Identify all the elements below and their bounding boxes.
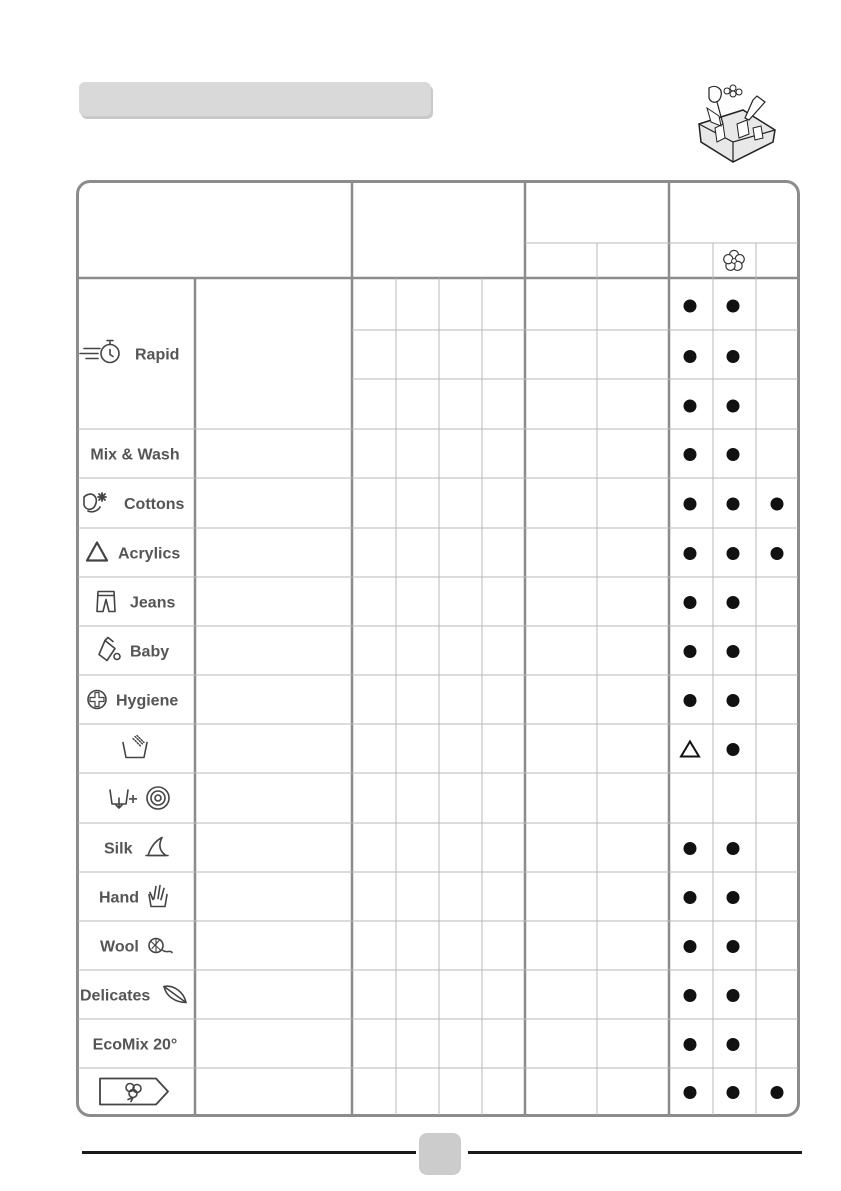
footer-rule-left — [82, 1151, 416, 1154]
dot-icon — [727, 989, 740, 1002]
baby-bottle-icon — [99, 638, 120, 661]
programme-row-mix-wash — [90, 447, 739, 464]
dot-icon — [727, 940, 740, 953]
feather-icon — [164, 986, 186, 1002]
dot-icon — [727, 645, 740, 658]
programme-label: Hygiene — [116, 692, 179, 710]
triangle-icon — [681, 742, 699, 757]
programme-label: Hand — [99, 889, 139, 907]
dot-icon — [727, 350, 740, 363]
programme-row-rinse — [123, 736, 740, 758]
dot-icon — [727, 498, 740, 511]
dot-icon — [727, 300, 740, 313]
dot-icon — [727, 891, 740, 904]
silk-icon — [146, 838, 168, 856]
programme-row-eco-cotton — [100, 1079, 784, 1105]
dot-icon — [727, 743, 740, 756]
stopwatch-speed-icon — [80, 341, 119, 363]
programme-label: Baby — [130, 643, 170, 661]
dot-icon — [684, 596, 697, 609]
flower-icon — [724, 250, 745, 270]
programme-row-cottons — [84, 493, 784, 513]
dot-icon — [771, 547, 784, 560]
dot-icon — [684, 300, 697, 313]
dot-icon — [727, 448, 740, 461]
programme-row-acrylics — [87, 543, 784, 563]
drain-spin-icon — [110, 787, 169, 809]
hygiene-cross-icon — [88, 691, 106, 709]
dot-icon — [684, 400, 697, 413]
dot-icon — [684, 940, 697, 953]
dot-icon — [727, 547, 740, 560]
dot-icon — [727, 1038, 740, 1051]
programme-label: EcoMix 20° — [92, 1036, 178, 1054]
programme-label: Cottons — [124, 496, 185, 513]
dot-icon — [684, 547, 697, 560]
dot-icon — [684, 694, 697, 707]
dot-icon — [727, 694, 740, 707]
cotton-flower-tag-icon — [100, 1079, 168, 1105]
programme-label: Silk — [104, 840, 133, 858]
programme-label: Jeans — [130, 594, 176, 612]
dot-icon — [684, 645, 697, 658]
dot-icon — [684, 1038, 697, 1051]
programme-label: Rapid — [135, 346, 180, 364]
cotton-leaf-icon — [84, 493, 106, 512]
wool-ball-icon — [149, 939, 172, 953]
programme-label: Acrylics — [118, 545, 181, 563]
hand-wash-icon — [149, 886, 167, 907]
header-icons — [724, 250, 745, 270]
dot-icon — [727, 1086, 740, 1099]
triangle-icon — [87, 543, 107, 561]
programme-label: Wool — [100, 938, 139, 956]
rinse-tub-icon — [123, 736, 147, 758]
programme-row-ecomix — [93, 1037, 740, 1054]
jeans-icon — [97, 592, 115, 612]
dot-icon — [771, 498, 784, 511]
programme-rows — [80, 300, 784, 1105]
programme-row-jeans — [97, 592, 740, 612]
dot-icon — [684, 989, 697, 1002]
dot-icon — [771, 1086, 784, 1099]
programme-row-rapid — [80, 300, 740, 413]
page-number-tab — [419, 1133, 461, 1175]
programme-row-hygiene — [88, 691, 740, 710]
plus-sign: + — [128, 791, 138, 808]
dot-icon — [727, 842, 740, 855]
programme-row-silk — [104, 838, 740, 858]
dot-icon — [684, 448, 697, 461]
programme-label: Delicates — [80, 987, 151, 1005]
dot-icon — [727, 596, 740, 609]
dot-icon — [684, 498, 697, 511]
footer-rule-right — [468, 1151, 802, 1154]
programme-row-drain-spin — [110, 787, 169, 809]
programme-label: Mix & Wash — [90, 446, 180, 464]
dot-icon — [684, 1086, 697, 1099]
dot-icon — [727, 400, 740, 413]
programme-row-delicates — [80, 986, 740, 1004]
dot-icon — [684, 350, 697, 363]
dot-icon — [684, 842, 697, 855]
dot-icon — [684, 891, 697, 904]
